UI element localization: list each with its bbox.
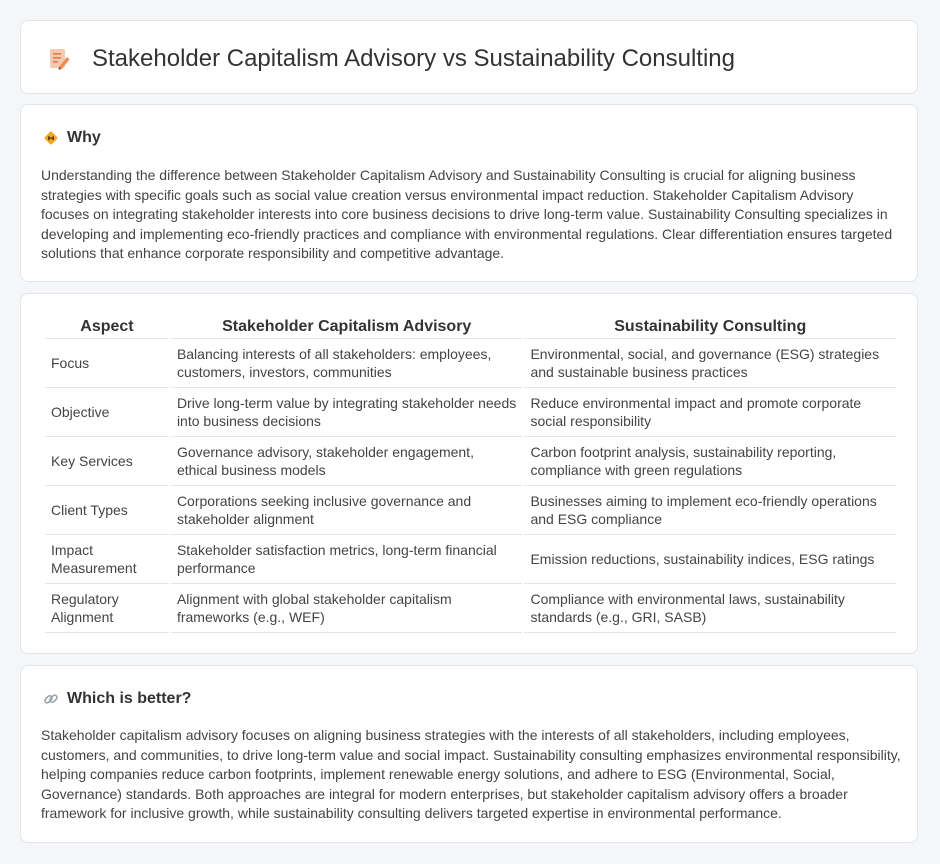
comparison-section [20,293,918,654]
aspect-cell: Regulatory Alignment [45,584,169,633]
comparison-table [43,316,898,633]
stakeholder-cell: Balancing interests of all stakeholders: employees, customers, investors, communities [171,339,523,388]
better-section [20,665,918,843]
why-heading [43,128,101,148]
better-body: Stakeholder capitalism advisory focuses on aligning business strategies with the interests of all stakeholders, including employees, customers, and communities, to drive long-term value and social impact. Sustainability consulting emphasizes environmental responsibility, helping companies reduce carbon footprints, implement renewable energy solutions, and adhere to ESG (Environmental, Social, Governance) standards. Both approaches are integral for modern enterprises, but stakeholder capitalism advisory offers a broader framework for inclusive growth, while sustainability consulting delivers targeted expertise in environmental performance. [41,727,901,822]
header-stakeholder: Stakeholder Capitalism Advisory [171,316,523,339]
aspect-cell: Objective [45,388,169,437]
header-card [20,20,918,94]
table-row [45,486,896,535]
header-aspect: Aspect [45,316,169,339]
sustainability-cell: Compliance with environmental laws, sustainability standards (e.g., GRI, SASB) [524,584,896,633]
stakeholder-cell: Governance advisory, stakeholder engagement, ethical business models [171,437,523,486]
table-row [45,584,896,633]
stakeholder-cell: Alignment with global stakeholder capitalism frameworks (e.g., WEF) [171,584,523,633]
table-row [45,437,896,486]
stakeholder-cell: Stakeholder satisfaction metrics, long-term financial performance [171,535,523,584]
why-title: Why [67,129,101,146]
sustainability-cell: Emission reductions, sustainability indices, ESG ratings [524,535,896,584]
document-pencil-icon [47,47,71,71]
aspect-cell: Impact Measurement [45,535,169,584]
table-header-row [45,316,896,339]
sustainability-cell: Businesses aiming to implement eco-friendly operations and ESG compliance [524,486,896,535]
aspect-cell: Key Services [45,437,169,486]
header-sustainability: Sustainability Consulting [524,316,896,339]
stakeholder-cell: Corporations seeking inclusive governance and stakeholder alignment [171,486,523,535]
better-title: Which is better? [67,690,192,707]
why-body: Understanding the difference between Stakeholder Capitalism Advisory and Sustainability Consulting is crucial for aligning business strategies with specific goals such as social value creation versus environmental impact reduction. Stakeholder Capitalism Advisory focuses on integrating stakeholder interests into core business decisions to drive long-term value. Sustainability Consulting specializes in developing and implementing eco-friendly practices and compliance with environmental regulations. Clear differentiation ensures targeted solutions that enhance corporate responsibility and competitive advantage. [41,167,893,262]
sustainability-cell: Reduce environmental impact and promote corporate social responsibility [524,388,896,437]
page-title: Stakeholder Capitalism Advisory vs Sustainability Consulting [92,45,735,72]
sustainability-cell: Carbon footprint analysis, sustainability reporting, compliance with green regulations [524,437,896,486]
road-sign-icon [43,130,59,146]
aspect-cell: Focus [45,339,169,388]
why-section [20,104,918,282]
stakeholder-cell: Drive long-term value by integrating stakeholder needs into business decisions [171,388,523,437]
table-row [45,339,896,388]
link-icon [43,691,59,707]
table-row [45,535,896,584]
aspect-cell: Client Types [45,486,169,535]
table-row [45,388,896,437]
sustainability-cell: Environmental, social, and governance (ESG) strategies and sustainable business practices [524,339,896,388]
better-heading [43,689,191,709]
